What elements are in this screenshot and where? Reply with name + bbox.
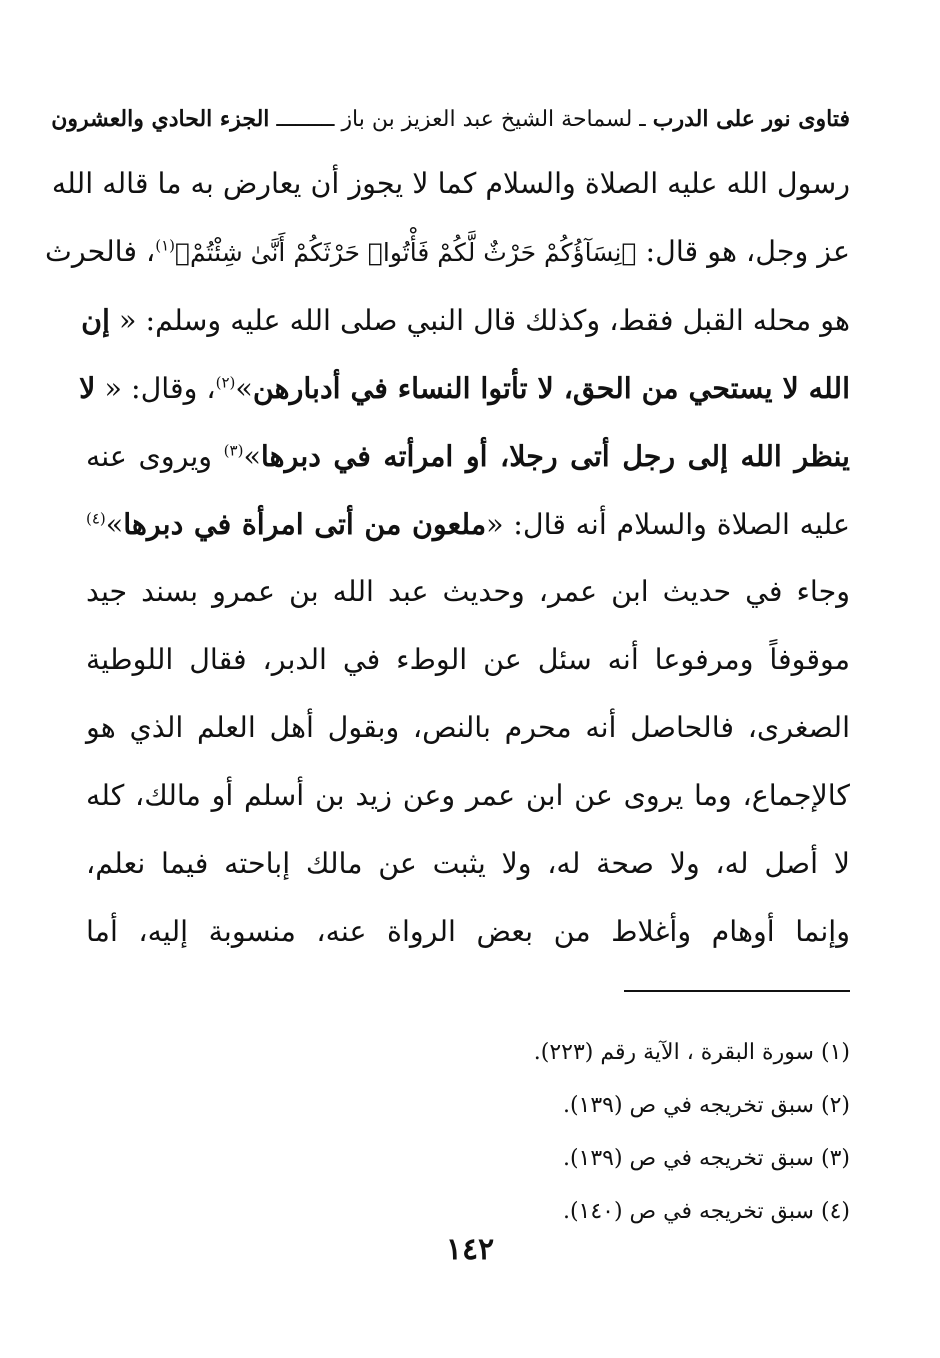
footnote-marker: (٤) bbox=[86, 509, 106, 528]
footnote-item: (٣) سبق تخريجه في ص (١٣٩). bbox=[562, 1146, 850, 1171]
footnote-item: (٤) سبق تخريجه في ص (١٤٠). bbox=[562, 1199, 850, 1224]
text-segment: رسول الله عليه الصلاة والسلام كما لا يجوز أن يعارض به ما قاله الله bbox=[51, 167, 850, 200]
text-segment: » bbox=[243, 440, 261, 473]
text-segment: ، وقال: « bbox=[95, 372, 216, 405]
hadith-quote: الله لا يستحي من الحق، لا تأتوا النساء في أدبارهن bbox=[252, 371, 850, 405]
text-segment: ويروى عنه bbox=[86, 440, 224, 473]
footnotes bbox=[450, 1026, 850, 1238]
text-line bbox=[45, 218, 850, 286]
footnote-marker: (٢) bbox=[215, 373, 236, 392]
footnote-divider bbox=[624, 990, 850, 992]
text-line bbox=[86, 694, 850, 762]
text-line bbox=[86, 898, 850, 966]
text-segment: وإنما أوهام وأغلاط من بعض الرواة عنه، منسوبة إليه، أما bbox=[86, 915, 850, 948]
footnote-marker: (٣) bbox=[223, 441, 244, 460]
header-separator: ـ bbox=[639, 107, 646, 132]
hadith-quote: ينظر الله إلى رجل أتى رجلا، أو امرأته في دبرها bbox=[260, 439, 850, 473]
text-segment: » bbox=[105, 508, 124, 541]
hadith-quote: ملعون من أتى امرأة في دبرها bbox=[123, 507, 487, 541]
text-segment: عليه الصلاة والسلام أنه قال: « bbox=[486, 508, 851, 541]
hadith-quote: إن bbox=[81, 303, 110, 337]
text-line bbox=[86, 422, 850, 490]
body-text bbox=[45, 150, 851, 966]
text-segment: الصغرى، فالحاصل أنه محرم بالنص، وبقول أهل العلم الذي هو bbox=[86, 711, 850, 744]
text-segment: لا أصل له، ولا صحة له، ولا يثبت عن مالك إباحته فيما نعلم، bbox=[86, 847, 850, 880]
text-segment: » bbox=[235, 372, 253, 405]
text-line bbox=[51, 150, 850, 218]
text-segment: موقوفاً ومرفوعا أنه سئل عن الوطء في الدبر، فقال اللوطية bbox=[86, 643, 850, 676]
text-line bbox=[79, 354, 850, 422]
text-segment: هو محله القبل فقط، وكذلك قال النبي صلى الله عليه وسلم: « bbox=[109, 304, 850, 337]
footnote-item: (٢) سبق تخريجه في ص (١٣٩). bbox=[562, 1093, 850, 1118]
text-line bbox=[81, 286, 850, 354]
text-line bbox=[86, 762, 850, 830]
quran-verse: ﴿نِسَآؤُكُمْ حَرْثٌ لَّكُمْ فَأْتُوا۟ حَرْثَكُمْ أَنَّىٰ شِئْتُمْ﴾ bbox=[175, 238, 637, 267]
text-line bbox=[86, 830, 850, 898]
page-number: ١٤٢ bbox=[445, 1232, 495, 1267]
footnote-item: (١) سورة البقرة ، الآية رقم (٢٢٣). bbox=[533, 1040, 850, 1065]
running-header bbox=[51, 102, 850, 136]
text-segment: ، فالحرث bbox=[45, 235, 156, 268]
text-segment: عز وجل، هو قال: bbox=[636, 235, 850, 268]
header-author: لسماحة الشيخ عبد العزيز بن باز bbox=[341, 107, 633, 132]
text-segment: كالإجماع، وما يروى عن ابن عمر وعن زيد بن أسلم أو مالك، كله bbox=[86, 779, 850, 812]
text-line bbox=[86, 490, 850, 558]
footnote-marker: (١) bbox=[155, 236, 176, 255]
text-line bbox=[86, 558, 850, 626]
header-rule: ـــــــــ bbox=[276, 107, 335, 132]
header-book-title: فتاوى نور على الدرب bbox=[652, 106, 850, 132]
header-volume: الجزء الحادي والعشرون bbox=[51, 106, 270, 132]
text-line bbox=[86, 626, 850, 694]
hadith-quote: لا bbox=[79, 371, 96, 405]
text-segment: وجاء في حديث ابن عمر، وحديث عبد الله بن عمرو بسند جيد bbox=[86, 575, 850, 608]
